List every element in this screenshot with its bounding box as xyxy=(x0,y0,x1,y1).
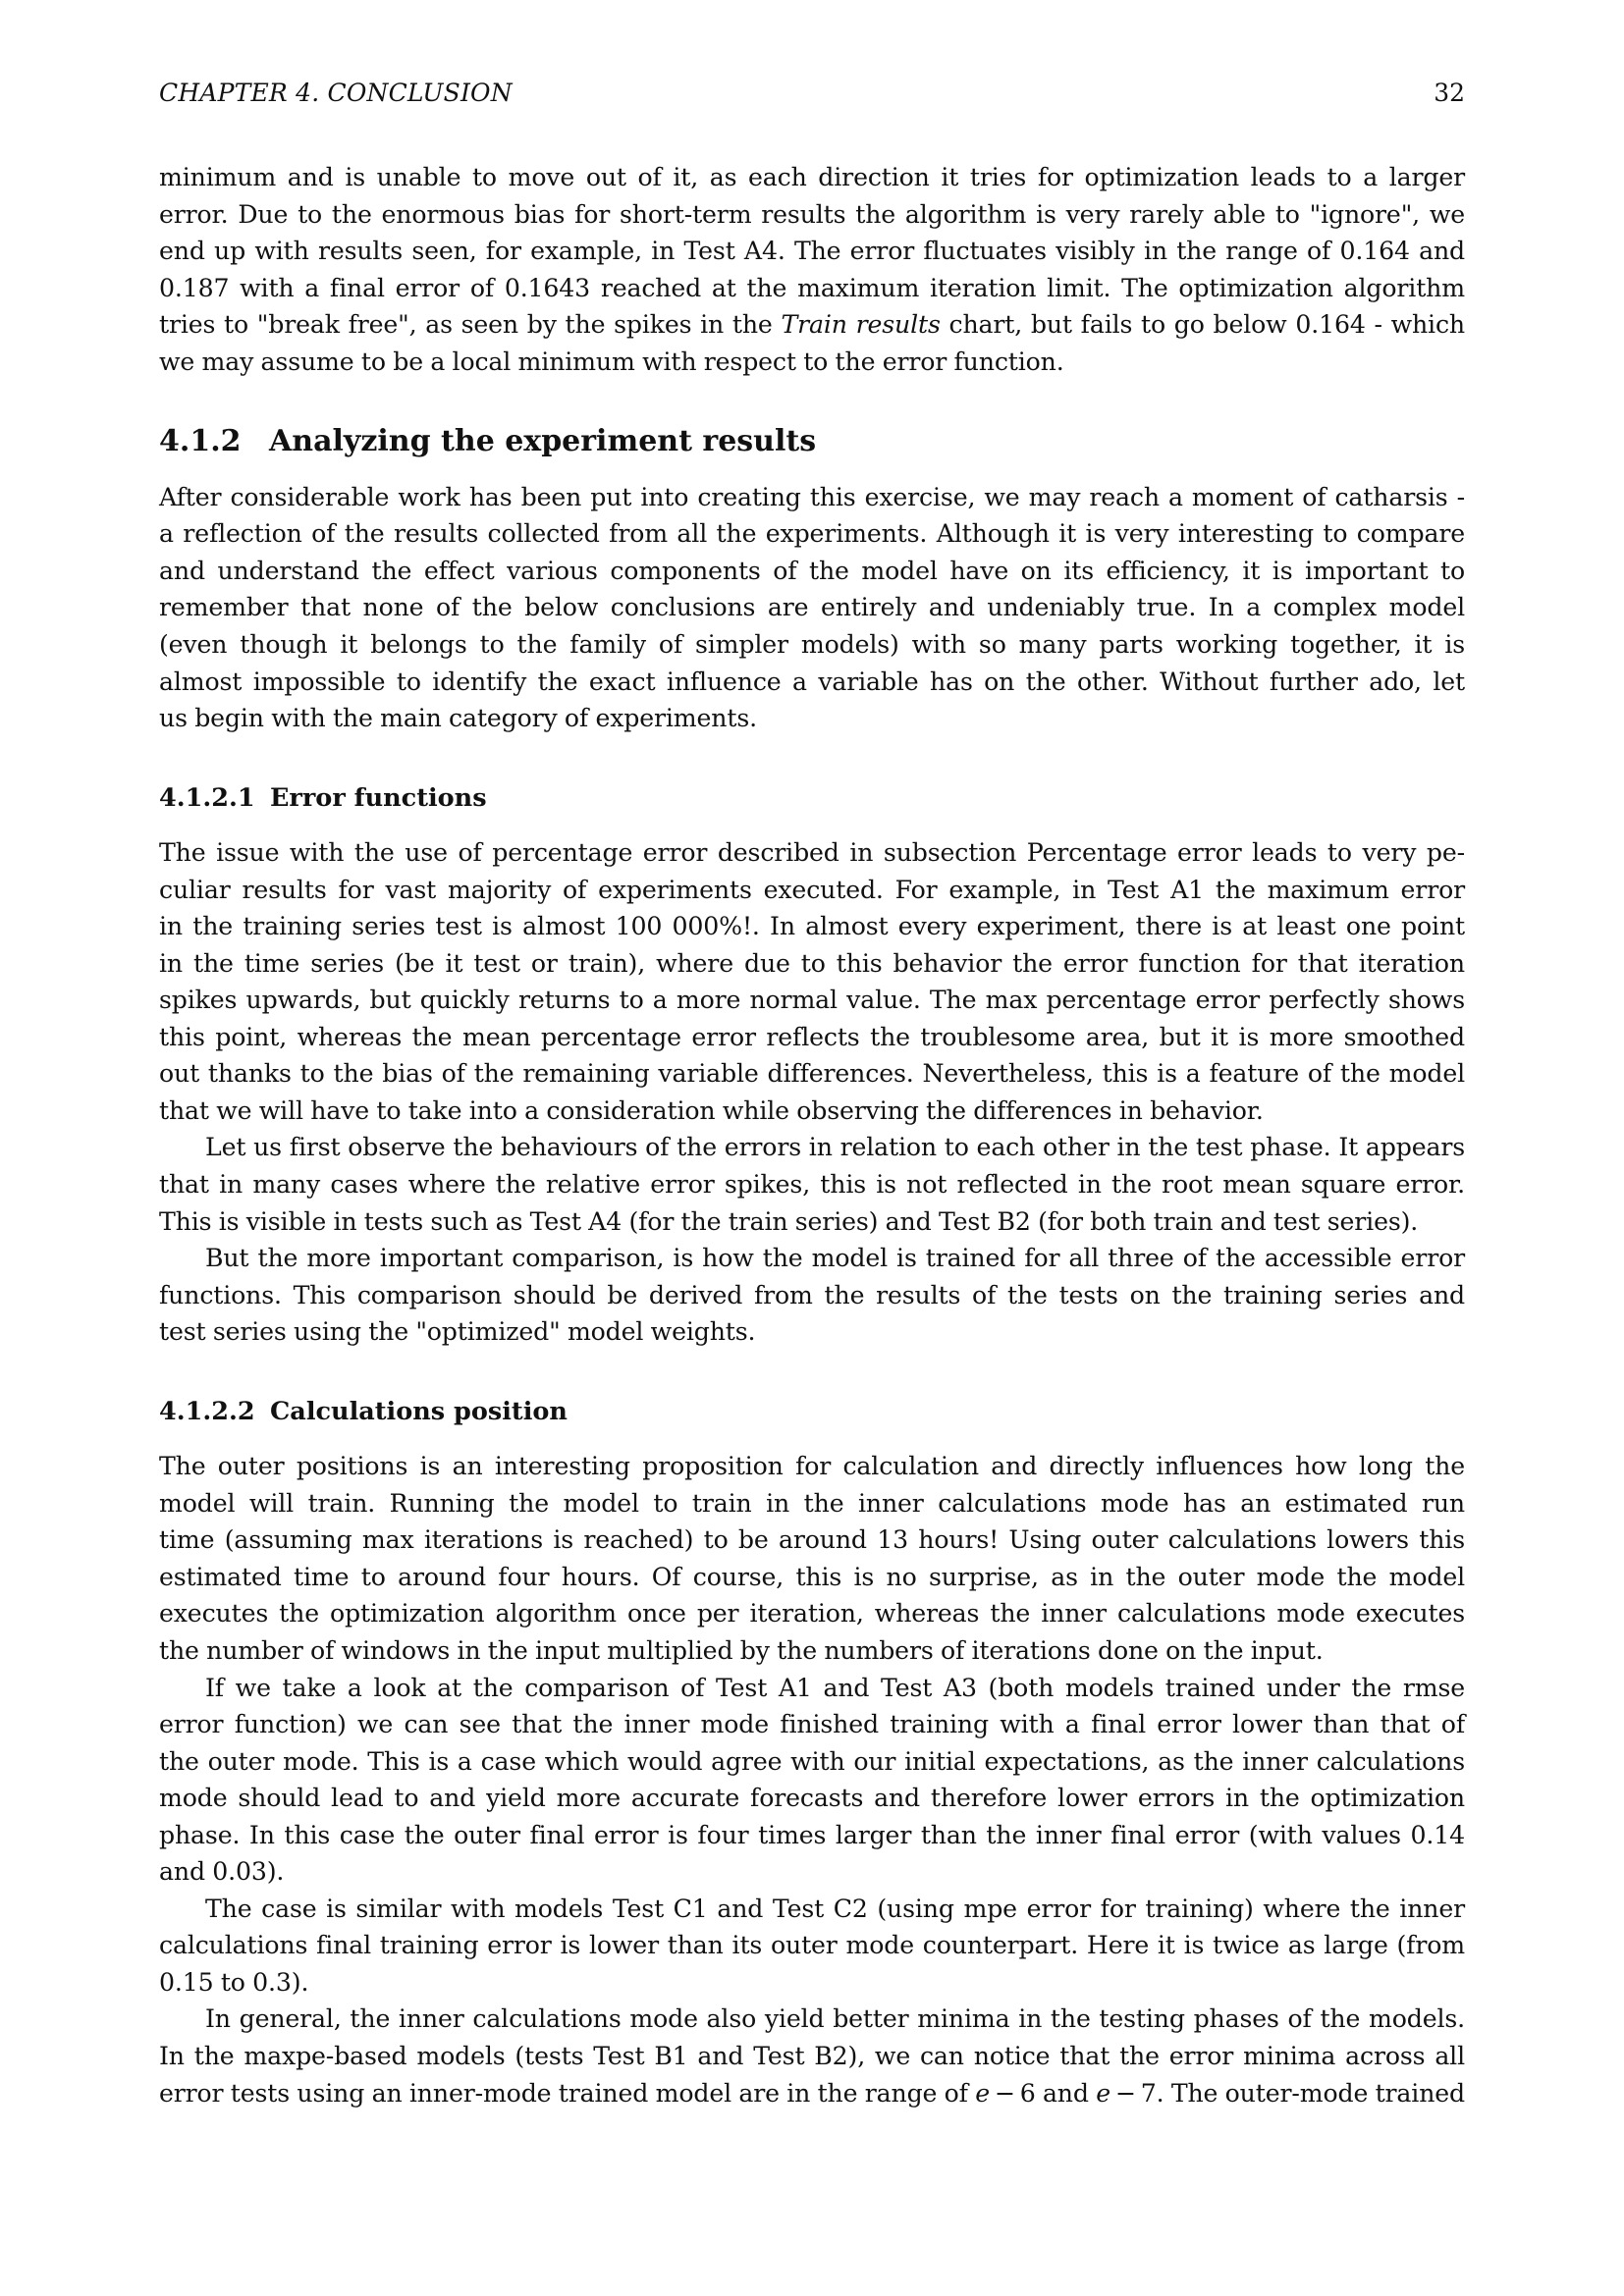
text-line xyxy=(205,1130,1465,1165)
text-run: estimated time to around four hours. Of course, this is no surprise, as in the outer mode the model xyxy=(159,1562,1465,1591)
section-title: Calculations position xyxy=(270,1397,568,1427)
text-run: chart, but fails to go below 0.164 - which xyxy=(940,310,1465,340)
text-line xyxy=(159,1314,1465,1350)
text-run: 0.187 with a final error of 0.1643 reached at the maximum iteration limit. The optimization algorithm xyxy=(159,273,1465,302)
text-line xyxy=(159,1560,1465,1595)
text-run: almost impossible to identify the exact influence a variable has on the other. Without further ado, let xyxy=(159,667,1465,696)
text-line xyxy=(159,627,1465,663)
text-line xyxy=(159,1707,1465,1742)
text-line xyxy=(159,197,1465,233)
text-line xyxy=(205,1241,1465,1276)
text-line xyxy=(159,307,1465,343)
chapter-title: CHAPTER 4. CONCLUSION xyxy=(159,79,513,107)
text-run: − 7. The outer-mode trained xyxy=(1110,2078,1466,2108)
text-run: In general, the inner calculations mode also yield better minima in the testing phases of the models. xyxy=(205,2004,1465,2034)
text-line xyxy=(159,1056,1465,1092)
text-run: phase. In this case the outer final error is four times larger than the inner final error (with values 0.14 xyxy=(159,1820,1465,1849)
text-run: remember that none of the below conclusions are entirely and undeniably true. In a complex model xyxy=(159,593,1465,622)
text-run: model will train. Running the model to train in the inner calculations mode has an estimated run xyxy=(159,1488,1465,1518)
text-run: the outer mode. This is a case which would agree with our initial expectations, as the inner calculations xyxy=(159,1746,1465,1776)
text-line xyxy=(159,1522,1465,1558)
text-run: that in many cases where the relative error spikes, this is not reflected in the root mean square error. xyxy=(159,1170,1465,1199)
text-run: After considerable work has been put into creating this exercise, we may reach a moment of catharsis - xyxy=(159,482,1465,511)
text-line xyxy=(159,271,1465,306)
text-run: we may assume to be a local minimum with respect to the error function. xyxy=(159,347,1064,376)
text-run: In the maxpe-based models (tests Test B1 and Test B2), we can notice that the error minima across all xyxy=(159,2042,1465,2070)
text-run: this point, whereas the mean percentage error reflects the troublesome area, but it is more smoothed xyxy=(159,1022,1465,1051)
text-run: error. Due to the enormous bias for short-term results the algorithm is very rarely able to "ignore", we xyxy=(159,199,1465,229)
text-line xyxy=(159,480,1465,515)
text-run: The outer positions is an interesting proposition for calculation and directly influences how long the xyxy=(159,1452,1465,1481)
text-line xyxy=(159,1854,1465,1890)
text-line xyxy=(159,2039,1465,2074)
text-run: mode should lead to and yield more accurate forecasts and therefore lower errors in the optimization xyxy=(159,1784,1465,1813)
text-run: error tests using an inner-mode trained model are in the range of xyxy=(159,2078,976,2108)
text-line xyxy=(159,160,1465,195)
text-line xyxy=(159,1965,1465,2001)
text-line xyxy=(159,1167,1465,1202)
text-line xyxy=(159,909,1465,944)
text-line xyxy=(205,1671,1465,1706)
text-run: minimum and is unable to move out of it, as each direction it tries for optimization leads to a larger xyxy=(159,163,1465,191)
text-line xyxy=(159,983,1465,1018)
text-run: that we will have to take into a consideration while observing the differences in behavior. xyxy=(159,1095,1264,1125)
section-heading xyxy=(159,422,816,461)
text-line xyxy=(159,554,1465,589)
section-title: Analyzing the experiment results xyxy=(269,423,817,458)
text-run: 0.15 to 0.3). xyxy=(159,1967,309,1997)
text-line xyxy=(159,1781,1465,1816)
text-line xyxy=(159,946,1465,982)
text-line xyxy=(159,1204,1465,1240)
text-line xyxy=(159,665,1465,700)
text-line xyxy=(159,590,1465,625)
text-run: a reflection of the results collected from all the experiments. Although it is very interesting to compare xyxy=(159,519,1465,549)
text-line xyxy=(159,1486,1465,1522)
page-number: 32 xyxy=(1434,79,1465,107)
text-line xyxy=(159,1020,1465,1055)
text-run: But the more important comparison, is how the model is trained for all three of the accessible error xyxy=(205,1244,1465,1273)
running-head xyxy=(159,77,1465,110)
text-line xyxy=(159,345,1465,380)
text-line xyxy=(205,2002,1465,2037)
text-run: calculations final training error is lower than its outer mode counterpart. Here it is twice as large (from xyxy=(159,1931,1465,1960)
text-run: The case is similar with models Test C1 and Test C2 (using mpe error for training) where the inner xyxy=(205,1894,1465,1923)
text-run: time (assuming max iterations is reached) to be around 13 hours! Using outer calculations lowers this xyxy=(159,1525,1465,1555)
text-line xyxy=(159,234,1465,269)
text-run: and 0.03). xyxy=(159,1857,285,1887)
text-line xyxy=(159,873,1465,908)
text-run: tries to "break free", as seen by the spikes in the xyxy=(159,310,782,340)
text-run: in the time series (be it test or train), where due to this behavior the error function for that iteration xyxy=(159,948,1465,978)
text-run: Let us first observe the behaviours of the errors in relation to each other in the test phase. It appears xyxy=(205,1133,1465,1162)
text-run: us begin with the main category of experiments. xyxy=(159,704,757,733)
text-run: culiar results for vast majority of experiments executed. For example, in Test A1 the maximum error xyxy=(159,875,1465,904)
text-run: out thanks to the bias of the remaining variable differences. Nevertheless, this is a feature of the model xyxy=(159,1059,1465,1089)
subsection-heading xyxy=(159,1394,568,1429)
italic-text: Train results xyxy=(781,310,941,340)
text-line xyxy=(159,1596,1465,1631)
text-run: − 6 and xyxy=(989,2078,1097,2108)
text-run: error function) we can see that the inner mode finished training with a final error lower than that of xyxy=(159,1710,1465,1739)
text-run: test series using the "optimized" model weights. xyxy=(159,1317,756,1347)
text-line xyxy=(159,701,1465,736)
text-run: (even though it belongs to the family of simpler models) with so many parts working together, it is xyxy=(159,629,1465,659)
italic-text: e xyxy=(1096,2078,1110,2108)
text-line xyxy=(159,835,1465,871)
text-line xyxy=(159,1744,1465,1780)
section-number: 4.1.2 xyxy=(159,423,242,458)
section-number: 4.1.2.1 xyxy=(159,783,255,814)
text-line xyxy=(159,1094,1465,1129)
text-run: If we take a look at the comparison of Test A1 and Test A3 (both models trained under the rmse xyxy=(205,1673,1465,1702)
text-run: end up with results seen, for example, in Test A4. The error fluctuates visibly in the range of 0.164 and xyxy=(159,237,1465,266)
text-line xyxy=(205,1892,1465,1927)
text-line xyxy=(159,516,1465,552)
text-run: and understand the effect various components of the model have on its efficiency, it is important to xyxy=(159,556,1465,585)
italic-text: e xyxy=(975,2078,990,2108)
subsection-heading xyxy=(159,780,487,816)
text-run: This is visible in tests such as Test A4 (for the train series) and Test B2 (for both train and test series). xyxy=(159,1206,1419,1236)
section-title: Error functions xyxy=(270,783,487,814)
text-line xyxy=(159,1633,1465,1669)
text-line xyxy=(159,1278,1465,1313)
text-line xyxy=(159,1818,1465,1853)
text-run: executes the optimization algorithm once per iteration, whereas the inner calculations mode executes xyxy=(159,1599,1465,1629)
text-run: in the training series test is almost 100 000%!. In almost every experiment, there is at least one point xyxy=(159,912,1465,941)
text-line xyxy=(159,2076,1465,2111)
text-line xyxy=(159,1928,1465,1963)
section-number: 4.1.2.2 xyxy=(159,1397,255,1427)
text-run: spikes upwards, but quickly returns to a more normal value. The max percentage error perfectly shows xyxy=(159,986,1465,1015)
text-run: The issue with the use of percentage error described in subsection Percentage error leads to very pe- xyxy=(159,838,1465,868)
text-run: the number of windows in the input multiplied by the numbers of iterations done on the input. xyxy=(159,1635,1324,1665)
text-run: functions. This comparison should be derived from the results of the tests on the training series and xyxy=(159,1280,1465,1309)
text-line xyxy=(159,1449,1465,1484)
